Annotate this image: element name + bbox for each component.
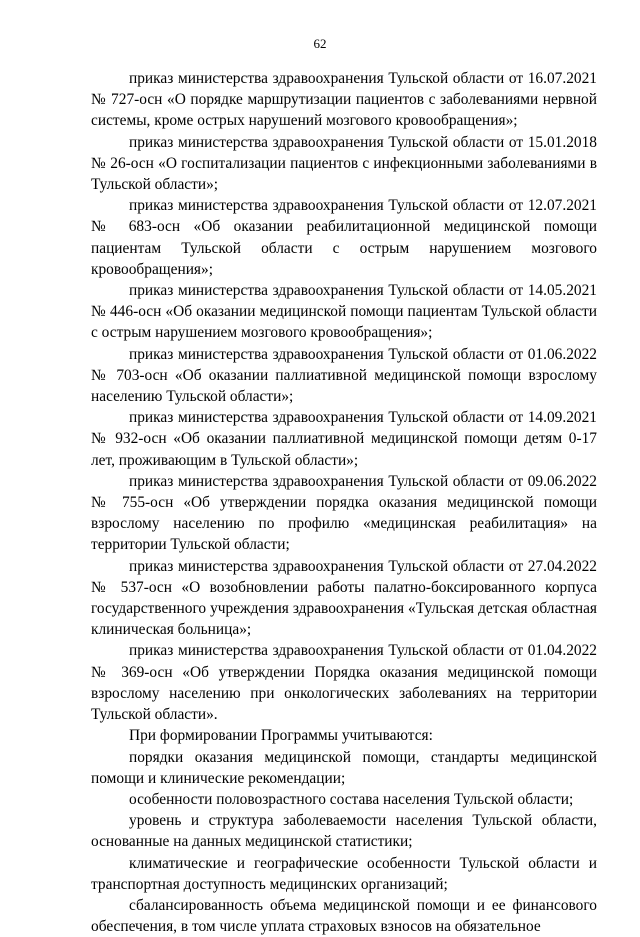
paragraph-care-procedures: порядки оказания медицинской помощи, стандарты медицинской помощи и клинические рекомендации; xyxy=(91,748,597,787)
paragraph-morbidity: уровень и структура заболеваемости населения Тульской области, основанные на данных медицинской статистики; xyxy=(91,812,597,851)
paragraph-order-727: приказ министерства здравоохранения Тульской области от 16.07.2021 № 727-осн «О порядке маршрутизации пациентов с заболеваниями нервной системы, кроме острых нарушений мозгового кровообращения»; xyxy=(91,70,597,130)
document-body xyxy=(91,68,597,937)
paragraph-order-369: приказ министерства здравоохранения Тульской области от 01.04.2022 № 369-осн «Об утверждении Порядка оказания медицинской помощи взрослому населению при онкологических заболеваниях на территории Тульской области». xyxy=(91,642,597,724)
paragraph-order-446: приказ министерства здравоохранения Тульской области от 14.05.2021 № 446-осн «Об оказании медицинской помощи пациентам Тульской области с острым нарушением мозгового кровообращения»; xyxy=(91,282,597,342)
paragraph-order-703: приказ министерства здравоохранения Тульской области от 01.06.2022 № 703-осн «Об оказании паллиативной медицинской помощи взрослому населению Тульской области»; xyxy=(91,345,597,406)
paragraph-balance-funding: сбалансированность объема медицинской помощи и ее финансового обеспечения, в том числе уплата страховых взносов на обязательное xyxy=(91,896,597,936)
paragraph-program-intro: При формировании Программы учитываются: xyxy=(129,727,433,745)
paragraph-order-683: приказ министерства здравоохранения Тульской области от 12.07.2021 № 683-осн «Об оказании реабилитационной медицинской помощи пациентам Тульской области с острым нарушением мозгового кровообращения»; xyxy=(91,197,597,278)
paragraph-climate-geography: климатические и географические особенности Тульской области и транспортная доступность медицинских организаций; xyxy=(91,854,597,893)
paragraph-population-features: особенности половозрастного состава населения Тульской области; xyxy=(129,790,574,808)
paragraph-order-26: приказ министерства здравоохранения Тульской области от 15.01.2018 № 26-осн «О госпитализации пациентов с инфекционными заболеваниями в Тульской области»; xyxy=(91,133,597,194)
page-number: 62 xyxy=(313,36,327,51)
paragraph-order-755: приказ министерства здравоохранения Тульской области от 09.06.2022 № 755-осн «Об утверждении порядка оказания медицинской помощи взрослому населению по профилю «медицинская реабилитация» на территории Тульской области; xyxy=(91,472,597,554)
paragraph-order-932: приказ министерства здравоохранения Тульской области от 14.09.2021 № 932-осн «Об оказании паллиативной медицинской помощи детям 0-17 лет, проживающим в Тульской области»; xyxy=(91,409,597,469)
paragraph-order-537: приказ министерства здравоохранения Тульской области от 27.04.2022 № 537-осн «О возобновлении работы палатно-боксированного корпуса государственного учреждения здравоохранения «Тульская детская областная клиническая больница»; xyxy=(91,557,597,639)
